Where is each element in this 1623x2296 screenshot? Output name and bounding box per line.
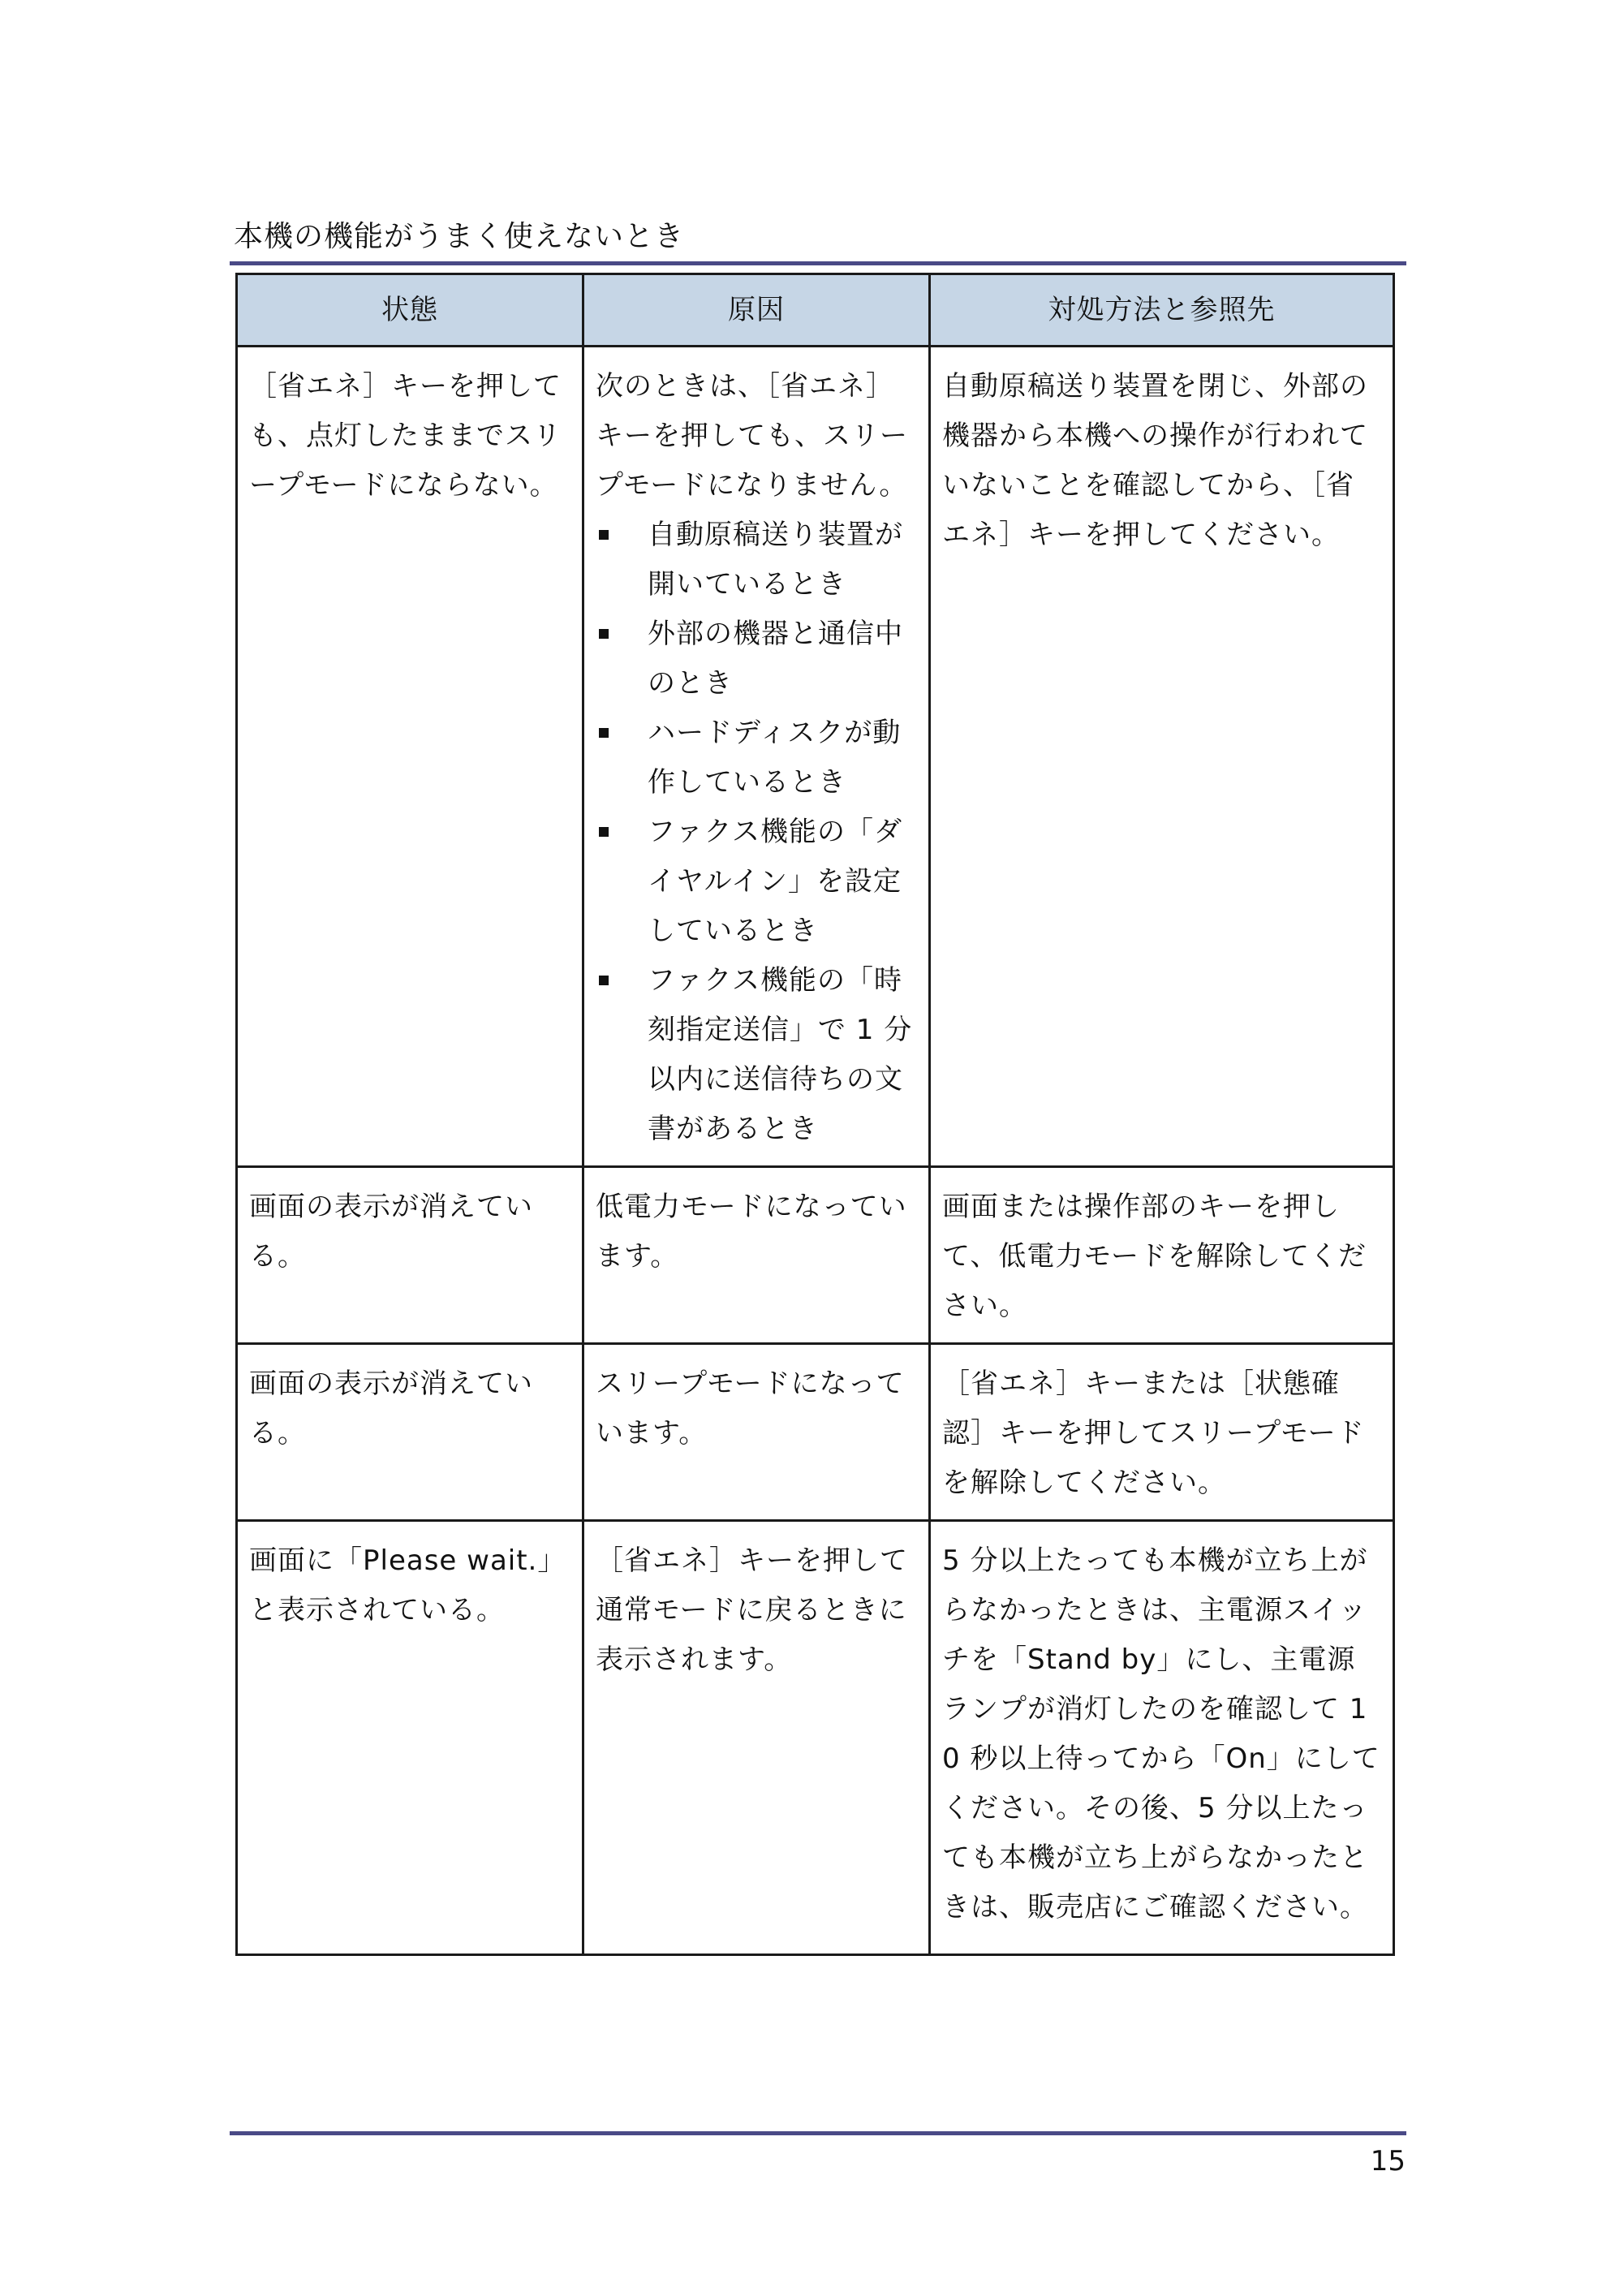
cause-cell: [583, 1344, 930, 1521]
table-row: [237, 1167, 1394, 1344]
cause-text: 低電力モードになっています。: [596, 1191, 907, 1273]
table-row: [237, 347, 1394, 1167]
status-text: ［省エネ］キーを押しても、点灯したままでスリープモードにならない。: [249, 370, 562, 502]
status-cell: [237, 1344, 583, 1521]
status-text: 画面に「Please wait.」と表示されている。: [249, 1544, 566, 1626]
status-cell: [237, 1167, 583, 1344]
section-title: 本機の機能がうまく使えないとき: [234, 220, 685, 253]
table-row: [237, 1344, 1394, 1521]
cause-cell: [583, 1521, 930, 1955]
square-bullet-icon: [599, 629, 609, 639]
page-number: 15: [1370, 2145, 1406, 2178]
column-header-solution: 対処方法と参照先: [930, 274, 1394, 347]
column-header-status: 状態: [237, 274, 583, 347]
cause-list: [596, 510, 917, 1154]
square-bullet-icon: [599, 827, 609, 837]
solution-text: 5 分以上たっても本機が立ち上がらなかったときは、主電源スイッチを「Stand by」にし、主電源ランプが消灯したのを確認して 10 秒以上待ってから「On」にしてください。その後、5 分以上たっても本機が立ち上がらなかったときは、販売店にご確認ください。: [942, 1544, 1380, 1923]
solution-cell: [930, 1167, 1394, 1344]
list-item: [596, 709, 917, 808]
list-item-text: ファクス機能の「時刻指定送信」で 1 分以内に送信待ちの文書があるとき: [648, 964, 913, 1145]
troubleshooting-table: [235, 273, 1395, 1956]
cause-cell: [583, 347, 930, 1167]
status-cell: [237, 347, 583, 1167]
table-header-row: [237, 274, 1394, 347]
list-item: [596, 510, 917, 610]
column-header-cause: 原因: [583, 274, 930, 347]
list-item-text: ハードディスクが動作しているとき: [648, 717, 902, 799]
list-item-text: 外部の機器と通信中のとき: [648, 618, 903, 700]
square-bullet-icon: [599, 728, 609, 738]
list-item: [596, 956, 917, 1154]
status-text: 画面の表示が消えている。: [249, 1368, 533, 1450]
solution-cell: [930, 1344, 1394, 1521]
list-item-text: 自動原稿送り装置が開いているとき: [648, 519, 903, 601]
status-cell: [237, 1521, 583, 1955]
list-item: [596, 808, 917, 956]
status-text: 画面の表示が消えている。: [249, 1191, 533, 1273]
solution-text: 自動原稿送り装置を閉じ、外部の機器から本機への操作が行われていないことを確認してから、［省エネ］キーを押してください。: [942, 370, 1368, 551]
list-item: [596, 610, 917, 709]
solution-text: ［省エネ］キーまたは［状態確認］キーを押してスリープモードを解除してください。: [942, 1368, 1365, 1499]
solution-cell: [930, 347, 1394, 1167]
header-rule: [230, 261, 1406, 265]
table-row: [237, 1521, 1394, 1955]
cause-text: ［省エネ］キーを押して通常モードに戻るときに表示されます。: [596, 1544, 908, 1676]
cause-cell: [583, 1167, 930, 1344]
square-bullet-icon: [599, 976, 609, 985]
list-item-text: ファクス機能の「ダイヤルイン」を設定しているとき: [648, 816, 902, 947]
solution-cell: [930, 1521, 1394, 1955]
cause-text: スリープモードになっています。: [596, 1368, 905, 1450]
footer-rule: [230, 2131, 1406, 2135]
cause-text: 次のときは、［省エネ］キーを押しても、スリープモードになりません。: [596, 370, 908, 502]
solution-text: 画面または操作部のキーを押して、低電力モードを解除してください。: [942, 1191, 1367, 1322]
square-bullet-icon: [599, 530, 609, 540]
